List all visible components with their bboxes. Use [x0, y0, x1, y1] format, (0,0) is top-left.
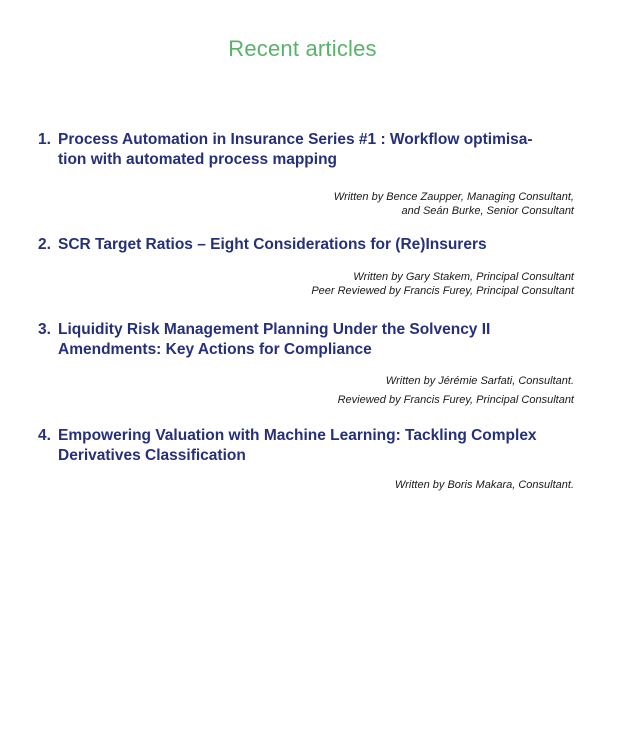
article-title-line: Liquidity Risk Management Planning Under the Solvency II	[58, 321, 491, 338]
article-credits	[38, 270, 574, 298]
article-number: 4.	[38, 427, 51, 444]
article-title[interactable]	[38, 235, 574, 255]
article-title-line: Amendments: Key Actions for Compliance	[58, 341, 372, 358]
article-credits	[38, 372, 574, 410]
article-number: 2.	[38, 236, 51, 253]
article-item	[38, 130, 574, 218]
article-credits	[38, 190, 574, 218]
reviewer-line: Peer Reviewed by Francis Furey, Principal Consultant	[311, 285, 574, 297]
article-number: 1.	[38, 131, 51, 148]
article-title-line: tion with automated process mapping	[58, 151, 338, 168]
article-credits	[38, 478, 574, 492]
author-line: Written by Jérémie Sarfati, Consultant.	[385, 375, 574, 387]
article-item	[38, 320, 574, 410]
reviewer-line: Reviewed by Francis Furey, Principal Consultant	[337, 394, 574, 406]
article-title[interactable]	[38, 320, 574, 360]
article-title-line: Derivatives Classification	[58, 447, 246, 464]
author-line: Written by Bence Zaupper, Managing Consultant,	[333, 191, 574, 203]
article-item	[38, 235, 574, 298]
article-item	[38, 426, 574, 492]
author-line: Written by Boris Makara, Consultant.	[394, 479, 574, 491]
article-title[interactable]	[38, 130, 574, 170]
article-title-line: SCR Target Ratios – Eight Considerations for (Re)Insurers	[58, 236, 487, 253]
article-title-line: Process Automation in Insurance Series #1 : Workflow optimisa-	[58, 131, 533, 148]
author-line: and Seán Burke, Senior Consultant	[401, 205, 574, 217]
author-line: Written by Gary Stakem, Principal Consultant	[353, 271, 574, 283]
article-title[interactable]	[38, 426, 574, 466]
article-number: 3.	[38, 321, 51, 338]
page-title: Recent articles	[228, 36, 377, 61]
article-title-line: Empowering Valuation with Machine Learning: Tackling Complex	[58, 427, 537, 444]
